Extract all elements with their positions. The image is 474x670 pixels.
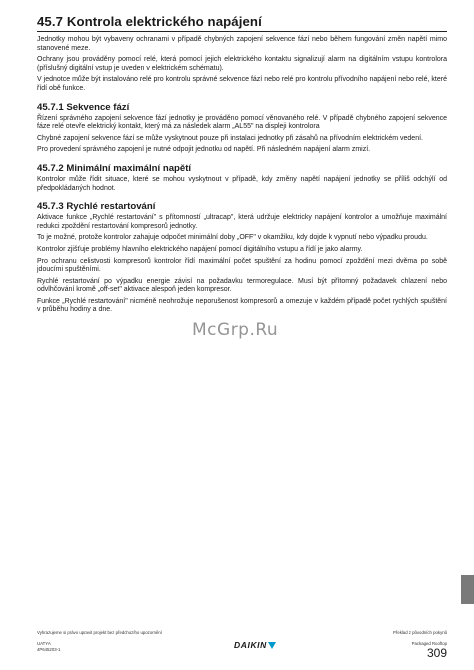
- paragraph: Řízení správného zapojení sekvence fází jednotky je prováděno pomocí věnovaného relé. V případě chybného zapojení sekvence fáze relé otevře elektrický kontakt, který má za následek alarm „AL55" na displeji kontrolora: [37, 114, 447, 131]
- side-tab-marker: [461, 575, 474, 604]
- paragraph: Chybné zapojení sekvence fází se může vyskytnout pouze při instalaci jednotky při zásahů na přívodním elektrickém vedení.: [37, 134, 423, 142]
- page-footer: [37, 630, 447, 664]
- daikin-logo: [234, 640, 276, 650]
- paragraph: Pro ochranu celistvosti kompresorů kontrolor řídí maximální počet spuštění za hodinu pomocí zpoždění mezi dvěma po sobě jdoucími spuštěními.: [37, 257, 447, 274]
- footer-disclaimer: Vyhrazujeme si právo upravit projekt bez předchozího upozornění: [37, 630, 162, 635]
- page-content: [37, 14, 447, 318]
- footer-product: Packaged Rooftop: [411, 641, 447, 646]
- intro-paragraph: Jednotky mohou být vybaveny ochranami v případě chybných zapojení sekvence fází nebo během fungování změn napětí mimo stanovené meze.: [37, 36, 447, 52]
- paragraph: Aktivace funkce „Rychlé restartování" s přítomností „ultracap", která udržuje elektricky napájení kontrolor a umožňuje maximální redukci zpoždění restartování kompresorů jednotky.: [37, 214, 447, 230]
- paragraph: To je možné, protože kontrolor zahajuje odpočet minimální doby „OFF" v okamžiku, kdy dojde k vypnutí nebo výpadku proudu.: [37, 234, 428, 242]
- intro-paragraph: Ochrany jsou prováděny pomocí relé, která pomocí jejich elektrického kontaktu signalizují alarm na digitálním vstupu kontrolora (příslušný digitální vstup je uveden v elektrickém schématu).: [37, 56, 447, 72]
- paragraph: Funkce „Rychlé restartování" nicméně neohrožuje neporušenost kompresorů a omezuje v každém případě počet rychlých spuštění v průběhu hodiny a dne.: [37, 297, 447, 314]
- subsection-title-fast-restart: 45.7.3 Rychlé restartování: [37, 201, 156, 213]
- paragraph: Kontrolor zjišťuje problémy hlavního elektrického napájení pomocí digitálního vstupu a řídí je jako alarmy.: [37, 245, 363, 253]
- footer-translation-note: Překlad z původních pokynů: [393, 630, 447, 635]
- paragraph: Pro provedení správného zapojení je nutné odpojit jednotku od napětí. Při následném napájení alarm zmizí.: [37, 146, 371, 154]
- subsection-title-phase-sequence: 45.7.1 Sekvence fází: [37, 101, 130, 113]
- intro-paragraph: V jednotce může být instalováno relé pro kontrolu správné sekvence fází nebo relé pro kontrolu přívodního napájení nebo relé, které řídí obě funkce.: [37, 76, 447, 92]
- footer-model: UATYA: [37, 641, 51, 646]
- section-title: 45.7 Kontrola elektrického napájení: [37, 14, 447, 32]
- subsection-title-voltage: 45.7.2 Minimální maximální napětí: [37, 162, 192, 174]
- page-number: 309: [426, 646, 447, 660]
- paragraph: Rychlé restartování po výpadku energie závisí na požadavku termoregulace. Musí být přítomný požadavek chlazení nebo odvlhčování kromě „off-set" aktivace alespoň jeden kompresor.: [37, 277, 447, 294]
- watermark: McGrp.Ru: [192, 320, 279, 340]
- footer-doc-code: 4P645203-1: [37, 647, 61, 652]
- brand-name: DAIKIN: [234, 640, 267, 650]
- paragraph: Kontrolor může řídit situace, které se mohou vyskytnout v případě, kdy změny napětí napájení jednotky se příliš odchýlí od předpokládaných hodnot.: [37, 175, 447, 192]
- daikin-triangle-icon: [268, 642, 276, 649]
